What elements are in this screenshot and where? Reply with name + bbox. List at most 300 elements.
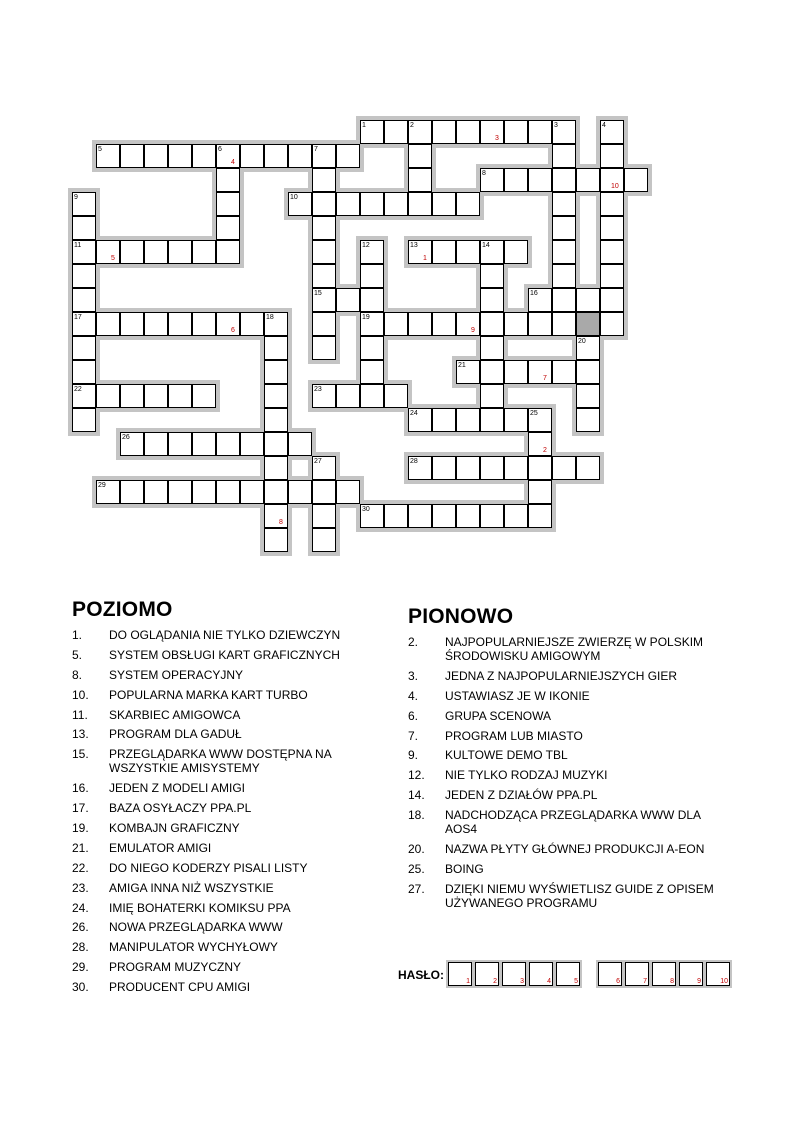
letter-cell[interactable]: [504, 312, 528, 336]
password-box[interactable]: [502, 962, 526, 986]
letter-cell[interactable]: [336, 384, 360, 408]
clue-item-number: 24.: [72, 900, 89, 915]
letter-cell[interactable]: [264, 504, 288, 528]
letter-cell[interactable]: [216, 432, 240, 456]
letter-cell[interactable]: [288, 480, 312, 504]
letter-cell[interactable]: [240, 144, 264, 168]
clue-item-number: 3.: [408, 668, 419, 683]
password-box-number: 6: [616, 978, 620, 985]
clue-item: [408, 788, 728, 802]
clue-number: 24: [410, 410, 418, 417]
clue-item-text: BAZA OSYŁACZY PPA.PL: [109, 801, 252, 816]
letter-cell[interactable]: [528, 312, 552, 336]
down-clue-list: [408, 635, 728, 916]
letter-cell[interactable]: [480, 264, 504, 288]
letter-cell[interactable]: [624, 168, 648, 192]
letter-cell[interactable]: [552, 168, 576, 192]
letter-cell[interactable]: [120, 312, 144, 336]
clue-item: [72, 781, 372, 795]
password-letter-marker: 10: [611, 183, 619, 190]
clue-number: 3: [554, 122, 558, 129]
letter-cell[interactable]: [528, 432, 552, 456]
password-box[interactable]: [706, 962, 730, 986]
clue-number: 1: [362, 122, 366, 129]
letter-cell[interactable]: [552, 456, 576, 480]
clue-item-number: 2.: [408, 635, 419, 649]
letter-cell[interactable]: [480, 336, 504, 360]
letter-cell[interactable]: [192, 480, 216, 504]
letter-cell[interactable]: [144, 384, 168, 408]
clue-item-text: NIE TYLKO RODZAJ MUZYKI: [445, 768, 608, 783]
letter-cell[interactable]: [216, 216, 240, 240]
clue-number: 4: [602, 122, 606, 129]
clue-item-text: PROGRAM DLA GADUŁ: [109, 727, 242, 742]
letter-cell[interactable]: [96, 384, 120, 408]
letter-cell[interactable]: [432, 312, 456, 336]
clue-item-number: 13.: [72, 727, 89, 742]
letter-cell[interactable]: [120, 144, 144, 168]
clue-item-text: SKARBIEC AMIGOWCA: [109, 707, 241, 722]
letter-cell[interactable]: [264, 528, 288, 552]
password-box-number: 3: [520, 978, 524, 985]
clue-number: 22: [74, 386, 82, 393]
across-clue-list: [72, 628, 372, 1000]
letter-cell[interactable]: [552, 144, 576, 168]
clue-item-number: 29.: [72, 960, 89, 975]
clue-item: [72, 747, 372, 775]
clue-item-number: 22.: [72, 860, 89, 875]
clue-item-text: MANIPULATOR WYCHYŁOWY: [109, 940, 278, 955]
clue-number: 13: [410, 242, 418, 249]
letter-cell[interactable]: [432, 456, 456, 480]
letter-cell[interactable]: [72, 288, 96, 312]
clue-item-number: 26.: [72, 920, 89, 935]
clue-number: 11: [74, 242, 82, 249]
letter-cell[interactable]: [360, 384, 384, 408]
clue-number: 9: [74, 194, 78, 201]
letter-cell[interactable]: [360, 360, 384, 384]
letter-cell[interactable]: [456, 408, 480, 432]
password-box[interactable]: [625, 962, 649, 986]
letter-cell[interactable]: [528, 480, 552, 504]
letter-cell[interactable]: [528, 504, 552, 528]
clue-item: [408, 709, 728, 723]
letter-cell[interactable]: [552, 216, 576, 240]
clue-item-number: 20.: [408, 842, 425, 857]
letter-cell[interactable]: [576, 288, 600, 312]
clue-number: 2: [410, 122, 414, 129]
letter-cell[interactable]: [312, 168, 336, 192]
letter-cell[interactable]: [312, 480, 336, 504]
clue-number: 20: [578, 338, 586, 345]
letter-cell[interactable]: [312, 336, 336, 360]
pionowo-heading: PIONOWO: [408, 605, 514, 628]
letter-cell[interactable]: [504, 168, 528, 192]
letter-cell[interactable]: [264, 456, 288, 480]
letter-cell[interactable]: [600, 240, 624, 264]
clue-item-text: IMIĘ BOHATERKI KOMIKSU PPA: [109, 900, 291, 915]
letter-cell[interactable]: [360, 336, 384, 360]
clue-item-number: 19.: [72, 821, 89, 836]
letter-cell[interactable]: [144, 480, 168, 504]
letter-cell[interactable]: [456, 504, 480, 528]
clue-item: [72, 688, 372, 702]
letter-cell[interactable]: [72, 264, 96, 288]
letter-cell[interactable]: [432, 120, 456, 144]
letter-cell[interactable]: [480, 504, 504, 528]
clue-item: [72, 881, 372, 895]
letter-cell[interactable]: [504, 504, 528, 528]
letter-cell[interactable]: [432, 408, 456, 432]
letter-cell[interactable]: [480, 288, 504, 312]
password-letter-marker: 2: [543, 447, 547, 454]
poziomo-heading: POZIOMO: [72, 598, 173, 621]
letter-cell[interactable]: [504, 120, 528, 144]
clue-item-text: SYSTEM OPERACYJNY: [109, 667, 244, 682]
password-box[interactable]: [598, 962, 622, 986]
letter-cell[interactable]: [384, 120, 408, 144]
clue-item-text: NADCHODZĄCA PRZEGLĄDARKA WWW DLA AOS4: [445, 808, 701, 837]
clue-item-text: USTAWIASZ JE W IKONIE: [445, 688, 590, 703]
letter-cell[interactable]: [288, 432, 312, 456]
clue-item-text: BOING: [445, 861, 484, 876]
letter-cell[interactable]: [168, 240, 192, 264]
clue-item-number: 21.: [72, 840, 89, 855]
letter-cell[interactable]: [432, 504, 456, 528]
letter-cell[interactable]: [384, 192, 408, 216]
clue-item: [408, 882, 728, 910]
password-letter-marker: 3: [495, 135, 499, 142]
clue-item-text: AMIGA INNA NIŻ WSZYSTKIE: [109, 880, 274, 895]
password-box[interactable]: [529, 962, 553, 986]
clue-item: [408, 729, 728, 743]
clue-number: 6: [218, 146, 222, 153]
clue-item-text: POPULARNA MARKA KART TURBO: [109, 687, 308, 702]
clue-number: 25: [530, 410, 538, 417]
letter-cell[interactable]: [600, 312, 624, 336]
letter-cell[interactable]: [600, 192, 624, 216]
letter-cell[interactable]: [384, 504, 408, 528]
password-box-number: 7: [643, 978, 647, 985]
letter-cell[interactable]: [528, 456, 552, 480]
letter-cell[interactable]: [576, 456, 600, 480]
letter-cell[interactable]: [312, 264, 336, 288]
letter-cell[interactable]: [480, 384, 504, 408]
clue-item: [408, 669, 728, 683]
clue-item: [72, 648, 372, 662]
clue-item: [408, 808, 728, 836]
letter-cell[interactable]: [504, 240, 528, 264]
letter-cell[interactable]: [72, 360, 96, 384]
clue-item-text: NOWA PRZEGLĄDARKA WWW: [109, 920, 283, 935]
password-letter-marker: 9: [471, 327, 475, 334]
password-box-number: 1: [466, 978, 470, 985]
letter-cell[interactable]: [264, 432, 288, 456]
clue-item: [408, 842, 728, 856]
password-box-number: 10: [720, 978, 728, 985]
letter-cell[interactable]: [576, 360, 600, 384]
letter-cell[interactable]: [96, 312, 120, 336]
letter-cell[interactable]: [480, 360, 504, 384]
letter-cell[interactable]: [432, 192, 456, 216]
letter-cell[interactable]: [360, 288, 384, 312]
letter-cell[interactable]: [480, 312, 504, 336]
letter-cell[interactable]: [600, 144, 624, 168]
clue-item-text: KULTOWE DEMO TBL: [445, 748, 568, 763]
letter-cell[interactable]: [240, 480, 264, 504]
password-letter-marker: 5: [111, 255, 115, 262]
letter-cell[interactable]: [384, 312, 408, 336]
password-row: [398, 962, 738, 992]
clue-item-number: 23.: [72, 880, 89, 895]
letter-cell[interactable]: [72, 408, 96, 432]
letter-cell[interactable]: [168, 312, 192, 336]
letter-cell[interactable]: [480, 456, 504, 480]
letter-cell[interactable]: [216, 168, 240, 192]
letter-cell[interactable]: [192, 384, 216, 408]
letter-cell[interactable]: [528, 120, 552, 144]
letter-cell[interactable]: [192, 240, 216, 264]
letter-cell[interactable]: [72, 216, 96, 240]
letter-cell[interactable]: [408, 192, 432, 216]
clue-item-number: 14.: [408, 788, 425, 803]
letter-cell[interactable]: [552, 360, 576, 384]
clue-number: 8: [482, 170, 486, 177]
clue-item-text: KOMBAJN GRAFICZNY: [109, 821, 240, 836]
letter-cell[interactable]: [312, 216, 336, 240]
letter-cell[interactable]: [528, 168, 552, 192]
letter-cell[interactable]: [264, 408, 288, 432]
clue-item: [72, 940, 372, 954]
letter-cell[interactable]: [312, 504, 336, 528]
letter-cell[interactable]: [216, 240, 240, 264]
letter-cell[interactable]: [192, 312, 216, 336]
letter-cell[interactable]: [552, 264, 576, 288]
letter-cell[interactable]: [408, 168, 432, 192]
clue-number: 12: [362, 242, 370, 249]
clue-item-text: NAJPOPULARNIEJSZE ZWIERZĘ W POLSKIM ŚRODOWISKU AMIGOWYM: [445, 635, 704, 663]
clue-item: [408, 689, 728, 703]
letter-cell[interactable]: [360, 192, 384, 216]
clue-item: [72, 920, 372, 934]
letter-cell[interactable]: [168, 144, 192, 168]
letter-cell[interactable]: [384, 384, 408, 408]
letter-cell[interactable]: [264, 144, 288, 168]
clue-item-number: 8.: [72, 667, 83, 682]
letter-cell[interactable]: [192, 144, 216, 168]
letter-cell[interactable]: [552, 192, 576, 216]
clue-item: [72, 980, 372, 994]
clue-item-number: 4.: [408, 688, 419, 703]
clue-number: 7: [314, 146, 318, 153]
clue-number: 15: [314, 290, 322, 297]
letter-cell[interactable]: [168, 384, 192, 408]
letter-cell[interactable]: [408, 144, 432, 168]
letter-cell[interactable]: [504, 408, 528, 432]
letter-cell[interactable]: [120, 480, 144, 504]
clue-item: [408, 748, 728, 762]
letter-cell[interactable]: [576, 408, 600, 432]
clue-item-text: JEDEN Z MODELI AMIGI: [109, 781, 246, 796]
letter-cell[interactable]: [168, 480, 192, 504]
letter-cell[interactable]: [144, 432, 168, 456]
password-box[interactable]: [448, 962, 472, 986]
password-box[interactable]: [475, 962, 499, 986]
clue-item-text: PROGRAM MUZYCZNY: [109, 960, 241, 975]
letter-cell[interactable]: [576, 168, 600, 192]
letter-cell[interactable]: [336, 480, 360, 504]
letter-cell[interactable]: [240, 432, 264, 456]
clue-item-text: PRZEGLĄDARKA WWW DOSTĘPNA NA WSZYSTKIE AMISYSTEMY: [109, 747, 332, 776]
letter-cell[interactable]: [360, 264, 384, 288]
clue-item-text: JEDNA Z NAJPOPULARNIEJSZYCH GIER: [445, 668, 678, 683]
password-box-number: 9: [697, 978, 701, 985]
letter-cell[interactable]: [264, 384, 288, 408]
clue-item: [408, 862, 728, 876]
letter-cell[interactable]: [216, 312, 240, 336]
password-box-number: 2: [493, 978, 497, 985]
letter-cell[interactable]: [408, 504, 432, 528]
letter-cell[interactable]: [552, 288, 576, 312]
clue-item-text: DO NIEGO KODERZY PISALI LISTY: [109, 860, 308, 875]
clue-item: [72, 801, 372, 815]
password-box[interactable]: [556, 962, 580, 986]
clue-item: [72, 628, 372, 642]
clue-item: [408, 768, 728, 782]
letter-cell[interactable]: [576, 384, 600, 408]
letter-cell[interactable]: [168, 432, 192, 456]
letter-cell[interactable]: [336, 288, 360, 312]
clue-number: 17: [74, 314, 82, 321]
clue-item-number: 17.: [72, 801, 89, 816]
clue-item-number: 5.: [72, 647, 83, 662]
letter-cell[interactable]: [312, 528, 336, 552]
clue-item-text: DO OGLĄDANIA NIE TYLKO DZIEWCZYN: [109, 628, 341, 642]
clue-item-number: 12.: [408, 768, 425, 783]
letter-cell[interactable]: [144, 144, 168, 168]
letter-cell[interactable]: [336, 144, 360, 168]
letter-cell[interactable]: [456, 192, 480, 216]
clue-number: 30: [362, 506, 370, 513]
letter-cell[interactable]: [600, 264, 624, 288]
clue-item: [72, 861, 372, 875]
letter-cell[interactable]: [552, 240, 576, 264]
letter-cell[interactable]: [456, 456, 480, 480]
password-box-number: 4: [547, 978, 551, 985]
clue-item-number: 16.: [72, 781, 89, 796]
password-box[interactable]: [652, 962, 676, 986]
letter-cell[interactable]: [120, 240, 144, 264]
letter-cell[interactable]: [240, 312, 264, 336]
letter-cell[interactable]: [96, 240, 120, 264]
clue-number: 18: [266, 314, 274, 321]
clue-item-number: 27.: [408, 881, 425, 896]
clue-item-number: 30.: [72, 980, 89, 995]
letter-cell[interactable]: [504, 456, 528, 480]
clue-item-text: PROGRAM LUB MIASTO: [445, 728, 583, 743]
clue-item-number: 10.: [72, 687, 89, 702]
letter-cell[interactable]: [264, 480, 288, 504]
clue-item-number: 11.: [72, 707, 88, 722]
letter-cell[interactable]: [552, 312, 576, 336]
letter-cell[interactable]: [312, 240, 336, 264]
clue-item: [72, 960, 372, 974]
letter-cell[interactable]: [312, 192, 336, 216]
letter-cell[interactable]: [432, 240, 456, 264]
letter-cell[interactable]: [504, 360, 528, 384]
letter-cell[interactable]: [600, 216, 624, 240]
password-box-number: 8: [670, 978, 674, 985]
clue-number: 16: [530, 290, 538, 297]
clue-item-number: 9.: [408, 748, 419, 763]
letter-cell[interactable]: [456, 240, 480, 264]
clue-item-text: DZIĘKI NIEMU WYŚWIETLISZ GUIDE Z OPISEM UŻYWANEGO PROGRAMU: [445, 881, 714, 910]
clue-number: 29: [98, 482, 106, 489]
password-box-number: 5: [574, 978, 578, 985]
clue-item-number: 1.: [72, 628, 83, 642]
letter-cell[interactable]: [192, 432, 216, 456]
clue-item-text: PRODUCENT CPU AMIGI: [109, 980, 251, 995]
clue-item-number: 6.: [408, 708, 419, 723]
letter-cell[interactable]: [312, 312, 336, 336]
letter-cell[interactable]: [336, 192, 360, 216]
letter-cell[interactable]: [264, 336, 288, 360]
letter-cell[interactable]: [456, 312, 480, 336]
letter-cell[interactable]: [120, 384, 144, 408]
clue-number: 14: [482, 242, 490, 249]
letter-cell[interactable]: [144, 240, 168, 264]
clue-item: [72, 727, 372, 741]
clue-number: 28: [410, 458, 418, 465]
blocked-cell: [576, 312, 600, 336]
clue-item-text: GRUPA SCENOWA: [445, 708, 552, 723]
letter-cell[interactable]: [480, 120, 504, 144]
password-letter-marker: 6: [231, 327, 235, 334]
password-letter-marker: 1: [423, 255, 427, 262]
letter-cell[interactable]: [408, 312, 432, 336]
clue-item: [72, 708, 372, 722]
clue-item-number: 15.: [72, 747, 89, 762]
letter-cell[interactable]: [528, 360, 552, 384]
clue-number: 23: [314, 386, 322, 393]
letter-cell[interactable]: [264, 360, 288, 384]
letter-cell[interactable]: [216, 192, 240, 216]
password-label: HASŁO:: [398, 968, 444, 982]
clue-number: 21: [458, 362, 466, 369]
letter-cell[interactable]: [216, 480, 240, 504]
letter-cell[interactable]: [456, 120, 480, 144]
clue-number: 10: [290, 194, 298, 201]
letter-cell[interactable]: [144, 312, 168, 336]
letter-cell[interactable]: [480, 408, 504, 432]
letter-cell[interactable]: [600, 288, 624, 312]
clue-item-number: 7.: [408, 728, 419, 743]
clue-item: [408, 635, 728, 663]
clue-item: [72, 668, 372, 682]
clue-item: [72, 821, 372, 835]
clue-item-text: EMULATOR AMIGI: [109, 840, 212, 855]
letter-cell[interactable]: [288, 144, 312, 168]
clue-number: 26: [122, 434, 130, 441]
password-letter-marker: 8: [279, 519, 283, 526]
clue-item-number: 28.: [72, 940, 89, 955]
clue-number: 27: [314, 458, 322, 465]
clue-number: 19: [362, 314, 370, 321]
clue-item: [72, 901, 372, 915]
password-box[interactable]: [679, 962, 703, 986]
letter-cell[interactable]: [72, 336, 96, 360]
clue-item: [72, 841, 372, 855]
